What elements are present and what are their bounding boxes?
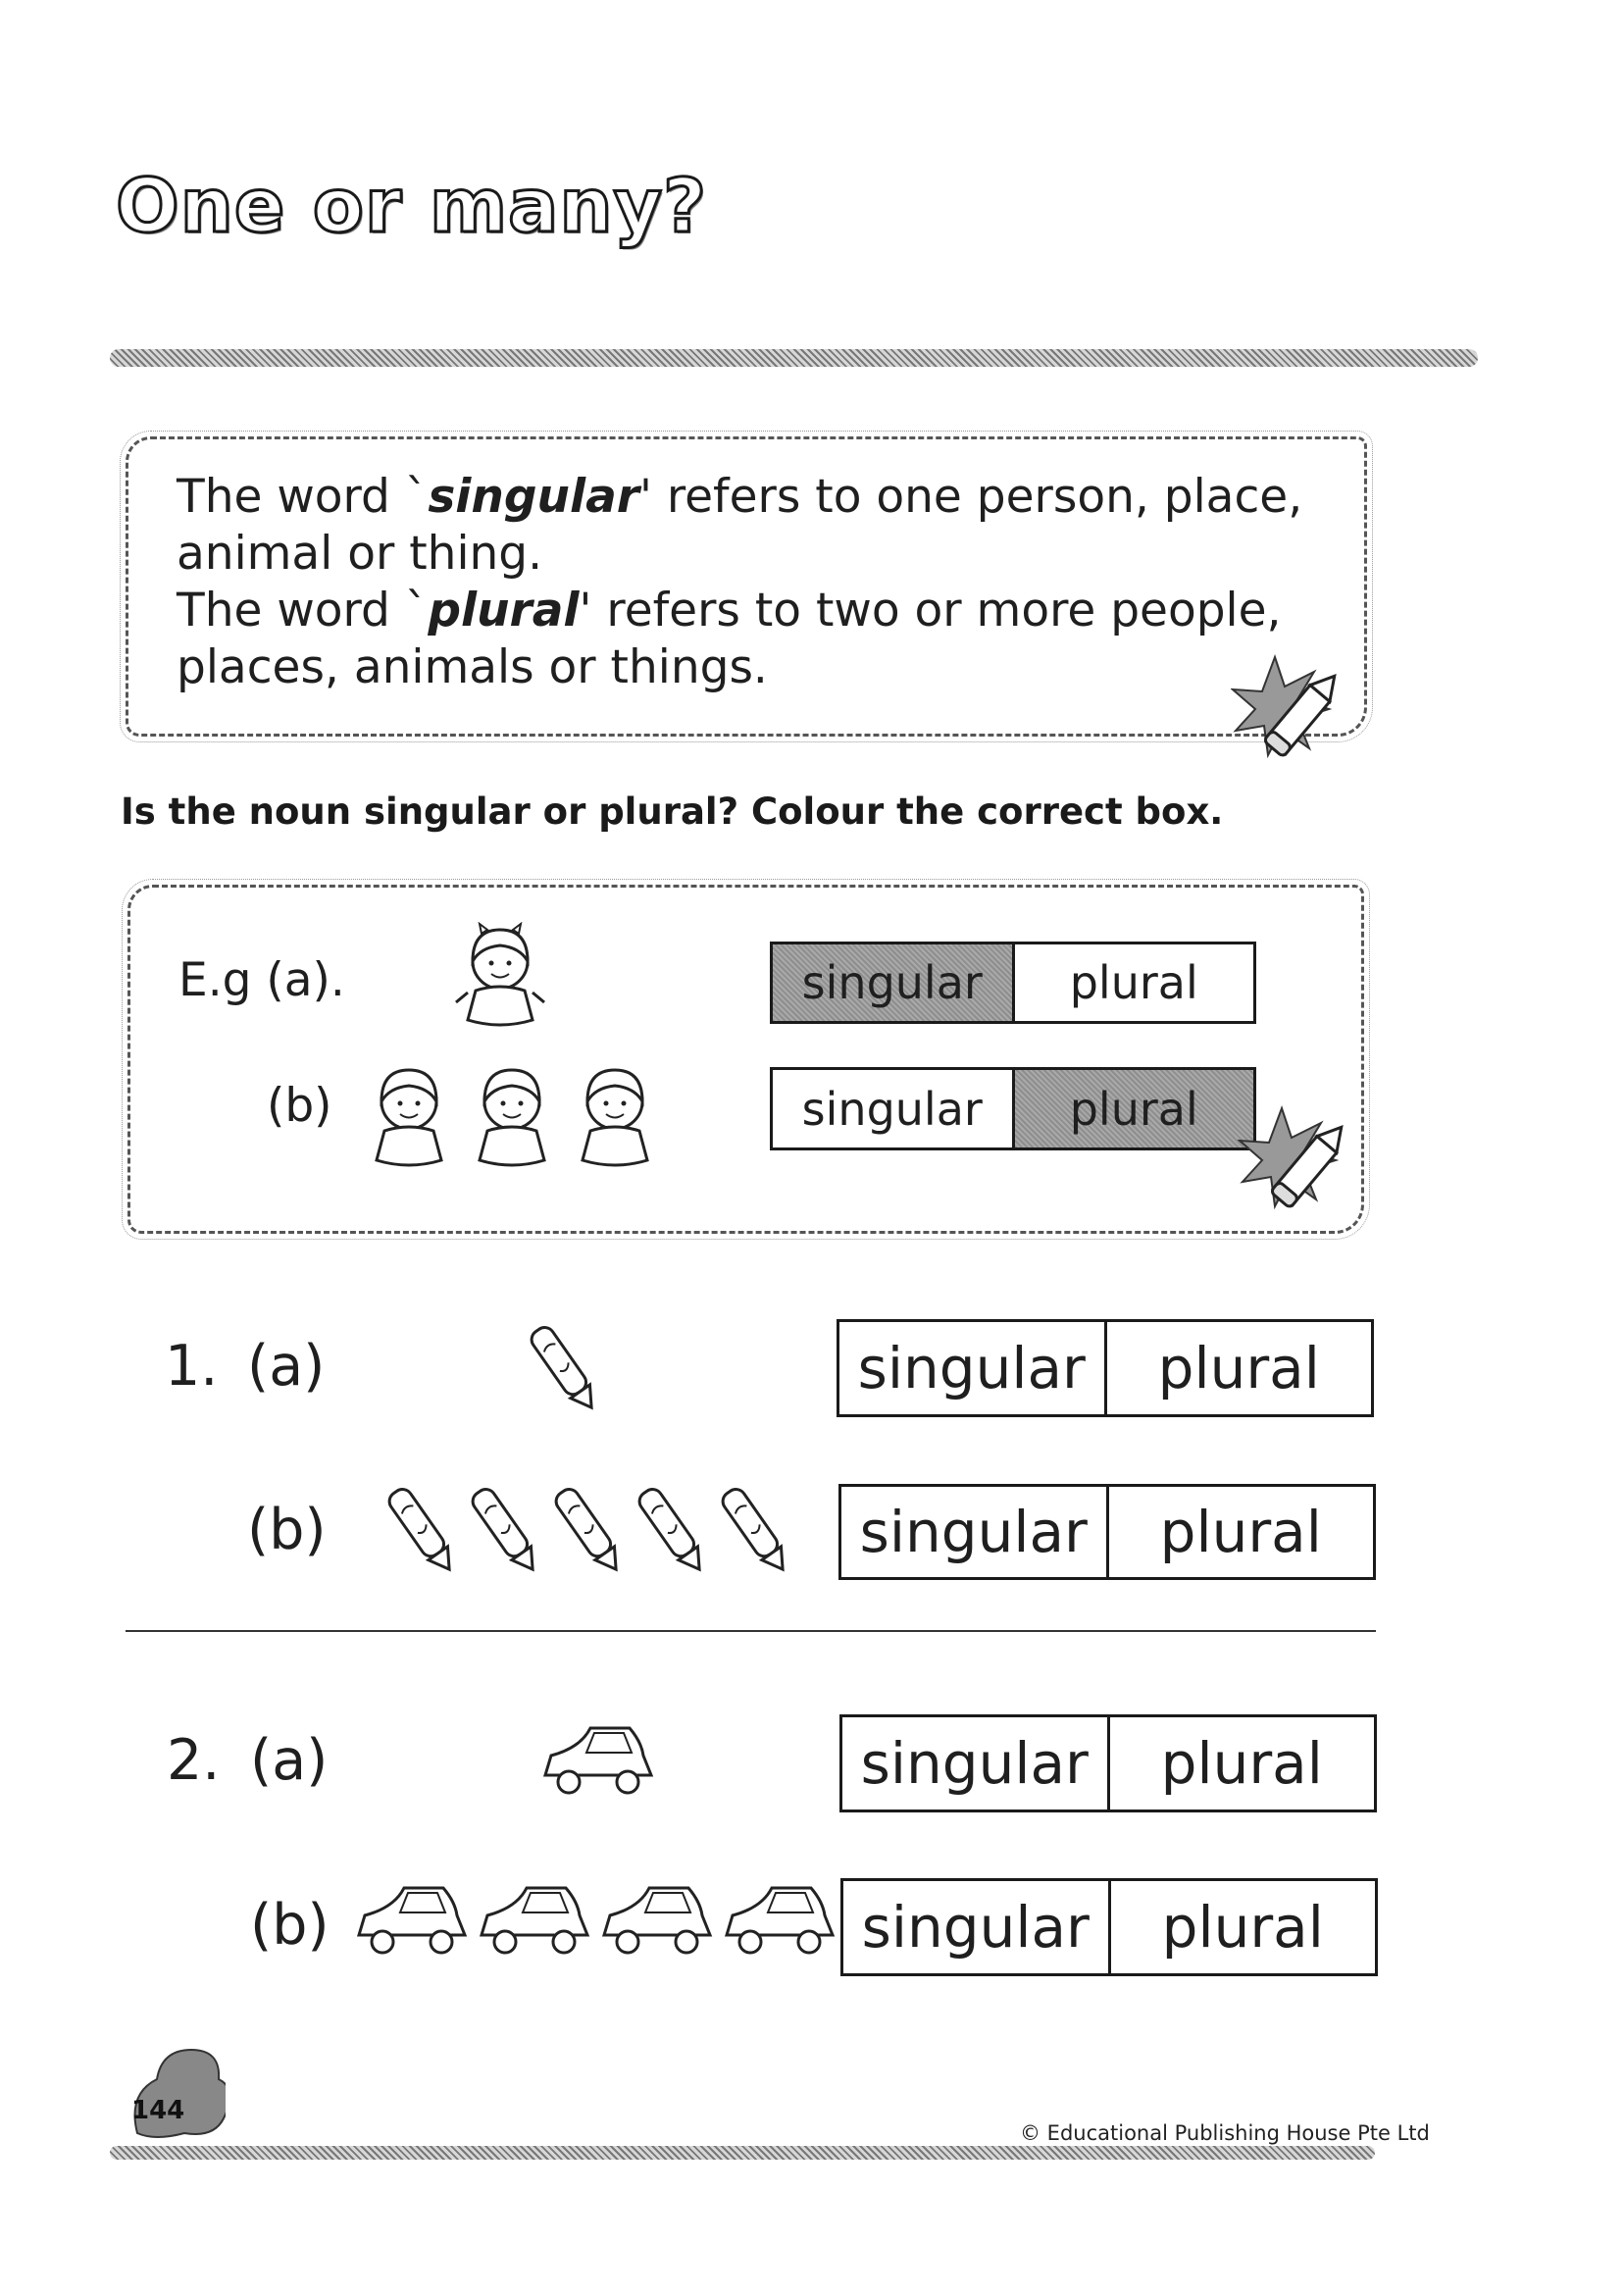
singular-term: singular (428, 470, 639, 524)
instruction-text: Is the noun singular or plural? Colour the correct box. (121, 790, 1224, 833)
example-box (127, 885, 1364, 1234)
question-2b-singular-box[interactable]: singular (861, 1894, 1090, 1961)
car-icon (537, 1721, 660, 1805)
page-number: 144 (131, 2096, 185, 2125)
pencil-star-icon (1231, 652, 1358, 775)
top-divider (110, 349, 1478, 367)
four-cars-icon (351, 1881, 841, 1971)
section-divider (126, 1630, 1376, 1632)
question-1b-plural-box[interactable]: plural (1106, 1487, 1374, 1577)
question-1a-singular-box[interactable]: singular (857, 1335, 1086, 1402)
plural-term: plural (428, 584, 580, 637)
definition-text: The word `singular' refers to one person, place, animal or thing. The word `plural' refers to two or more people, places, animals or things. (177, 470, 1303, 694)
question-1b-choice (838, 1484, 1376, 1580)
copyright-text: © Educational Publishing House Pte Ltd (1020, 2121, 1430, 2145)
three-girl-dolls-icon (355, 1057, 667, 1180)
example-a-choice (770, 942, 1256, 1024)
question-2a-choice (839, 1714, 1377, 1812)
example-b-label: (b) (267, 1079, 332, 1133)
question-1-number: 1. (165, 1334, 219, 1399)
question-1b-singular-box[interactable]: singular (859, 1499, 1088, 1565)
page-title: One or many? (116, 162, 708, 249)
question-2b-choice (840, 1878, 1378, 1976)
example-b-plural-box[interactable]: plural (1012, 1070, 1254, 1147)
question-2b-plural-box[interactable]: plural (1108, 1881, 1376, 1973)
question-2a-singular-box[interactable]: singular (860, 1730, 1089, 1797)
question-1a-label: (a) (247, 1334, 326, 1399)
example-a-plural-box[interactable]: plural (1012, 944, 1254, 1021)
question-2-number: 2. (167, 1728, 221, 1793)
question-2a-label: (a) (250, 1728, 329, 1793)
pencil-star-icon (1238, 1103, 1365, 1226)
example-b-singular-box[interactable]: singular (801, 1082, 983, 1136)
five-crayons-icon (378, 1476, 809, 1594)
question-1b-label: (b) (247, 1498, 327, 1562)
crayon-icon (520, 1314, 608, 1422)
example-b-choice (770, 1067, 1256, 1150)
bottom-divider (110, 2146, 1375, 2160)
question-1a-choice (837, 1319, 1374, 1417)
question-1a-plural-box[interactable]: plural (1104, 1322, 1372, 1414)
girl-doll-icon (446, 922, 554, 1030)
example-a-label: E.g (a). (178, 953, 345, 1007)
question-2a-plural-box[interactable]: plural (1107, 1717, 1375, 1810)
question-2b-label: (b) (250, 1893, 330, 1958)
page-number-badge (118, 2045, 226, 2138)
example-a-singular-box[interactable]: singular (773, 944, 1012, 1021)
